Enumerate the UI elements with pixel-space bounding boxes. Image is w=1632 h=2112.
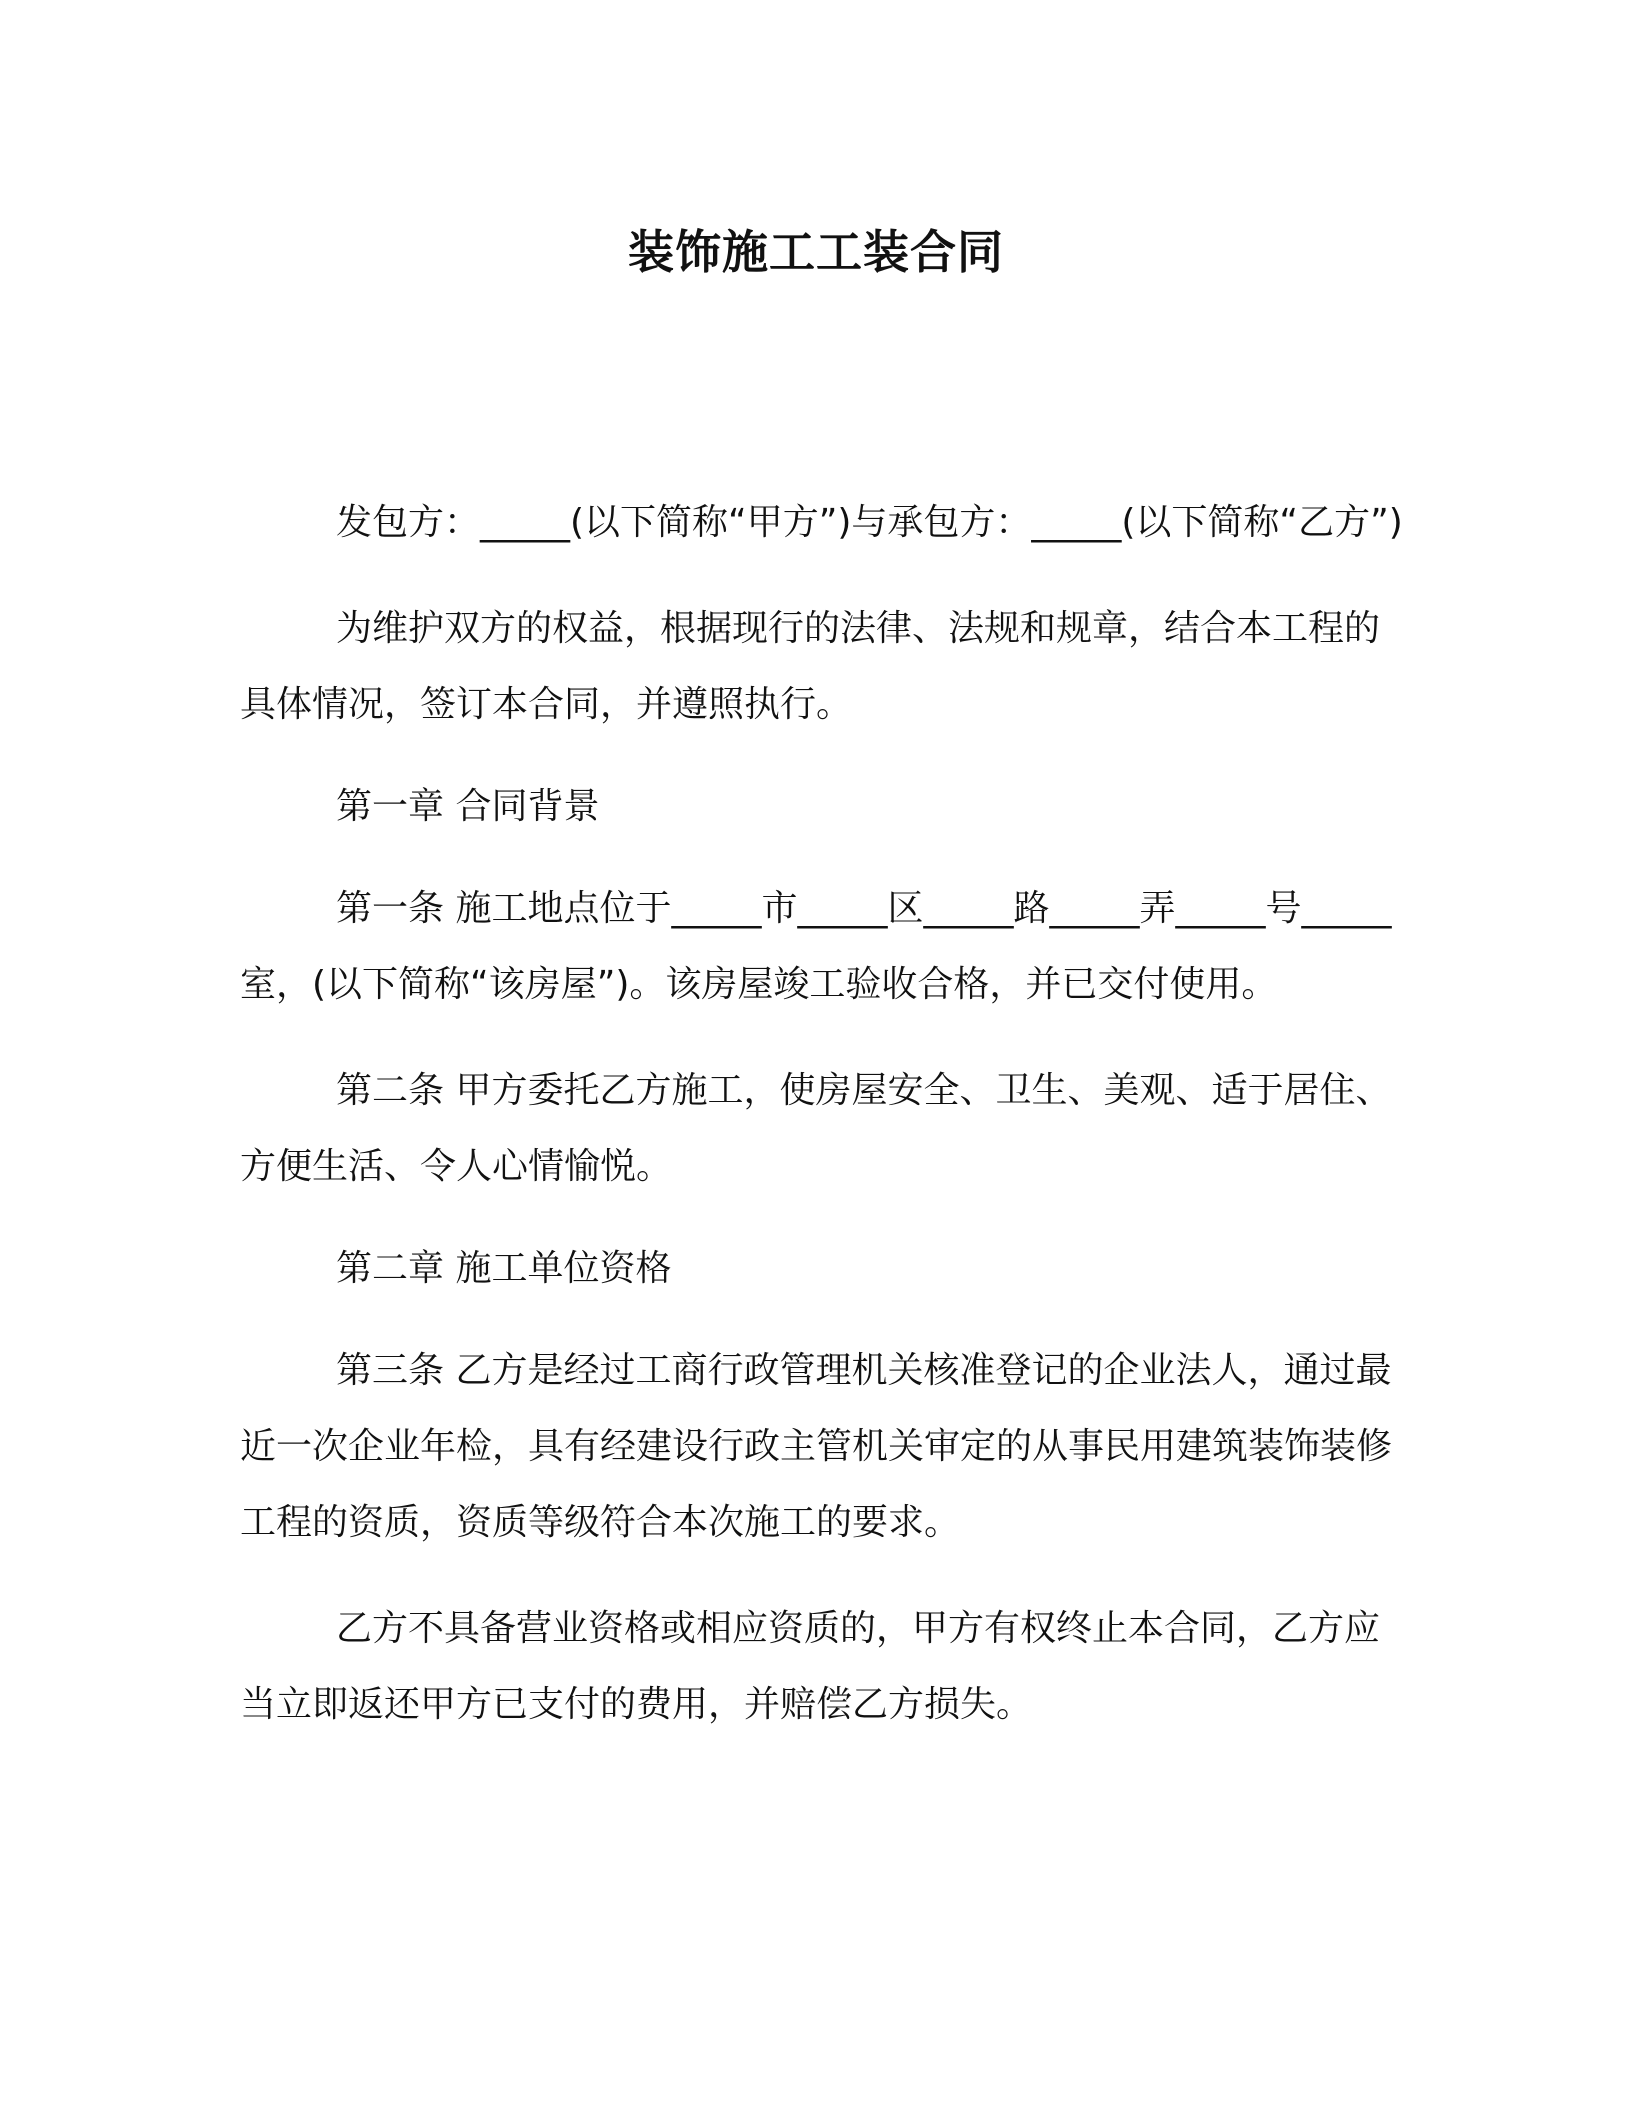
article-1-paragraph: 第一条 施工地点位于_____市_____区_____路_____弄_____号_____室，(以下简称“该房屋”)。该房屋竣工验收合格，并已交付使用。 (240, 888, 1392, 1005)
document-body (240, 485, 1410, 1743)
chapter-1-heading: 第一章 合同背景 (336, 786, 600, 827)
preamble-paragraph: 为维护双方的权益，根据现行的法律、法规和规章，结合本工程的具体情况，签订本合同，并遵照执行。 (240, 608, 1381, 725)
parties-paragraph: 发包方：_____(以下简称“甲方”)与承包方：_____(以下简称“乙方”) (336, 502, 1403, 543)
article-3-continuation-paragraph: 乙方不具备营业资格或相应资质的，甲方有权终止本合同，乙方应当立即返还甲方已支付的费用，并赔偿乙方损失。 (240, 1608, 1381, 1725)
chapter-2-heading: 第二章 施工单位资格 (336, 1248, 672, 1289)
article-2-paragraph: 第二条 甲方委托乙方施工，使房屋安全、卫生、美观、适于居住、方便生活、令人心情愉悦。 (240, 1070, 1392, 1187)
document-title: 装饰施工工装合同 (628, 225, 1004, 279)
article-3-paragraph: 第三条 乙方是经过工商行政管理机关核准登记的企业法人，通过最近一次企业年检，具有经建设行政主管机关审定的从事民用建筑装饰装修工程的资质，资质等级符合本次施工的要求。 (240, 1350, 1393, 1543)
